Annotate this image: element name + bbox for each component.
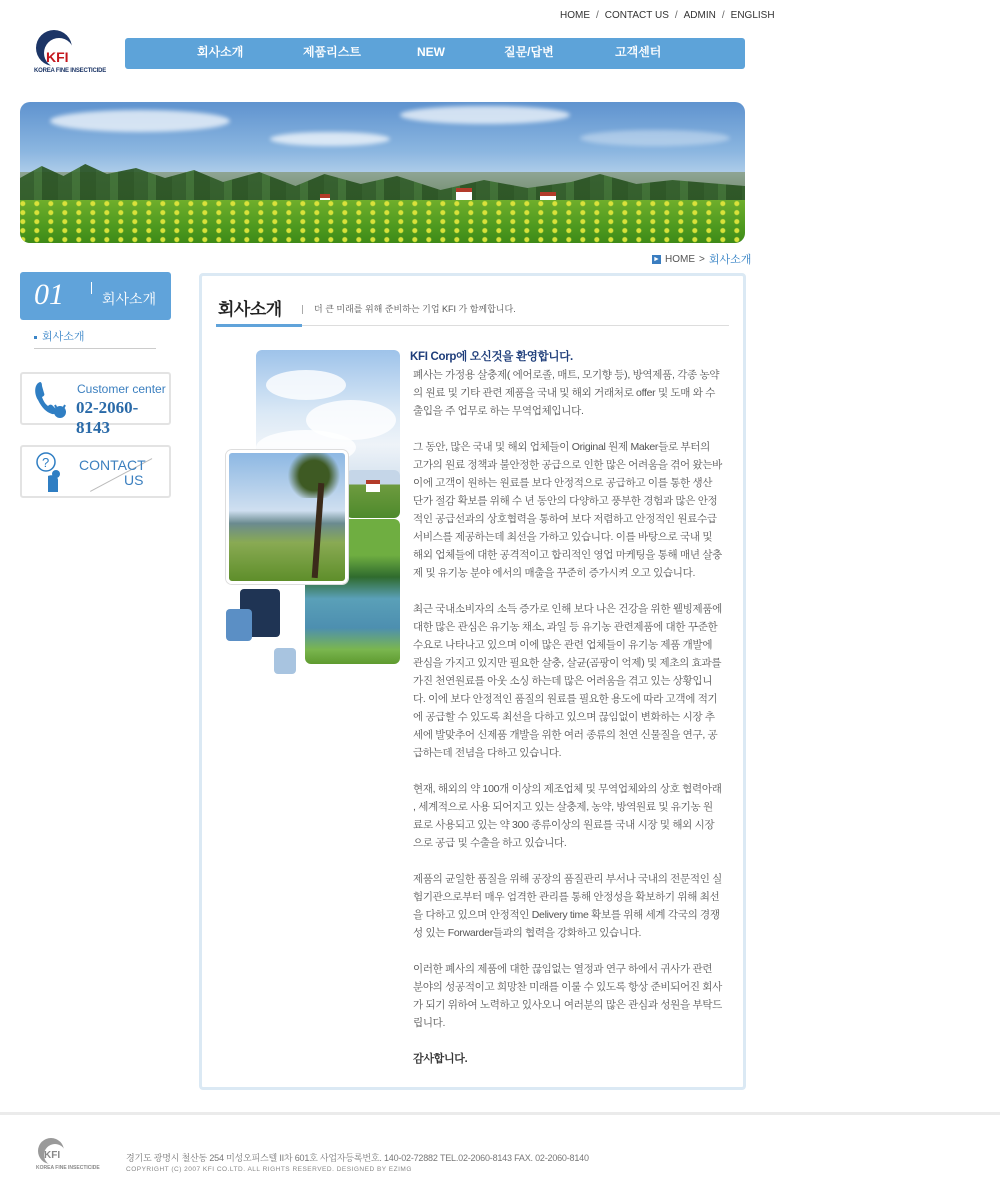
contact-line1: CONTACT bbox=[79, 457, 146, 473]
intro-paragraph: 제품의 균일한 품질을 위해 공장의 품질관리 부서나 국내의 전문적인 실험기관으로부터 매우 엄격한 관리를 통해 안정성을 확보하기 위해 최선을 다하고 있으며 안정적인 Delivery time 확보를 위해 세계 각국의 경쟁성 있는 Forwarder들과의 협력을 강화하고 있습니다. bbox=[413, 873, 723, 939]
site-logo[interactable] bbox=[34, 30, 114, 78]
separator: / bbox=[596, 10, 599, 21]
bullet-icon bbox=[34, 336, 37, 339]
nav-item-qna[interactable]: 질문/답변 bbox=[504, 45, 554, 59]
footer-address: 경기도 광명시 철산동 254 미성오피스텔 II차 601호 사업자등록번호. 140-02-72882 TEL.02-2060-8143 FAX. 02-2060-8140 bbox=[126, 1153, 589, 1163]
nav-item-new[interactable]: NEW bbox=[417, 45, 445, 59]
nav-item-company[interactable]: 회사소개 bbox=[197, 45, 244, 59]
customer-center-phone: 02-2060-8143 bbox=[76, 398, 139, 437]
intro-paragraph: 최근 국내소비자의 소득 증가로 인해 보다 나은 건강을 위한 웰빙제품에 대한 많은 관심은 유기농 채소, 과일 등 유기농 관련제품에 대한 꾸준한 수요로 나타나고 있으며 이에 많은 관련 업체들이 유기농 제품 개발에 관심을 가지고 있지만 필요한 살충, 살균(곰팡이 억제) 및 제초의 효과를 가진 천연원료를 아웃 소싱 하는데 많은 어려움을 겪고 있는 상황입니다. 이에 보다 안정적인 품질의 원료를 필요한 용도에 따라 고객에 적기에 공급할 수 있도록 최선을 다하고 있으며 끊임없이 변화하는 시장 추세에 발맞추어 신제품 개발을 위한 여러 종류의 천연 신물질을 연구, 공급하는데 전념을 다하고 있습니다. bbox=[413, 603, 723, 759]
footer-logo-mark: KFI bbox=[44, 1150, 61, 1161]
tree-photo bbox=[226, 450, 348, 584]
closing-text: 감사합니다. bbox=[413, 1053, 468, 1065]
top-links bbox=[560, 10, 775, 26]
contact-line2: US bbox=[124, 472, 144, 488]
main-nav bbox=[125, 38, 745, 69]
breadcrumb-separator: > bbox=[699, 253, 705, 265]
decor-square bbox=[226, 609, 252, 641]
intro-paragraph: 이러한 폐사의 제품에 대한 끊임없는 열정과 연구 하에서 귀사가 관련 분야의 성공적이고 희망찬 미래를 이룰 수 있도록 항상 준비되어진 회사가 되기 위하여 노력하고 있사오니 여러분의 많은 관심과 성원을 부탁드립니다. bbox=[413, 963, 723, 1029]
logo-subtitle: KOREA FINE INSECTICIDE bbox=[34, 68, 107, 74]
intro-paragraph: 현재, 해외의 약 100개 이상의 제조업체 및 무역업체와의 상호 협력아래 , 세계적으로 사용 되어지고 있는 살충제, 농약, 방역원료 및 유기농 원료로 사용되고 있는 약 300 종류이상의 원료를 국내 시장 및 해외 시장으로 공급 및 수출을 하고 있습니다. bbox=[413, 783, 722, 849]
arrow-box-icon: ► bbox=[653, 255, 660, 263]
intro-paragraph: 그 동안, 많은 국내 및 해외 업체들이 Original 원제 Maker들로 부터의 고가의 원료 정책과 불안정한 공급으로 인한 많은 어려움을 겪어 왔는바 이에 고객이 원하는 원료를 보다 안정적으로 공급하고 이를 통한 생산 단가 절감 확보를 위해 수 년 동안의 다양하고 풍부한 경험과 많은 안정적인 공급선과의 상호협력을 통하여 보다 저렴하고 안정적인 원료수급 서비스를 제공하는데 최선을 가하고 있습니다. 이를 바탕으로 국내 및 해외 업체들에 대한 공격적이고 합리적인 영업 마케팅을 통해 매년 살충제 및 유기농 분야 에서의 매출을 꾸준히 증가시켜 오고 있습니다. bbox=[413, 441, 723, 579]
nav-item-customer-center[interactable]: 고객센터 bbox=[615, 45, 662, 59]
footer-logo bbox=[36, 1138, 100, 1178]
farm-photo bbox=[346, 470, 400, 518]
sidebar-item-company[interactable] bbox=[34, 328, 156, 349]
contact-us-link[interactable]: CONTACT US bbox=[604, 10, 669, 21]
customer-center-box[interactable] bbox=[20, 372, 171, 437]
footer-divider bbox=[0, 1112, 1000, 1115]
breadcrumb bbox=[652, 252, 751, 266]
english-link[interactable]: ENGLISH bbox=[730, 10, 775, 21]
section-title: 회사소개 bbox=[102, 291, 157, 307]
decor-square bbox=[274, 648, 296, 674]
contact-us-box[interactable] bbox=[20, 445, 171, 498]
breadcrumb-home[interactable]: HOME bbox=[665, 253, 695, 265]
logo-mark: KFI bbox=[46, 49, 69, 65]
customer-center-label: Customer center bbox=[77, 382, 166, 396]
nav-item-products[interactable]: 제품리스트 bbox=[303, 45, 361, 59]
breadcrumb-current: 회사소개 bbox=[708, 254, 752, 266]
section-header bbox=[20, 272, 171, 320]
footer-copyright: COPYRIGHT (C) 2007 KFI CO.LTD. ALL RIGHTS RESERVED. DESIGNED BY EZIMG bbox=[126, 1166, 412, 1173]
company-intro-text bbox=[410, 348, 722, 1068]
footer-logo-subtitle: KOREA FINE INSECTICIDE bbox=[36, 1165, 100, 1171]
sidebar-item-label: 회사소개 bbox=[42, 331, 85, 343]
separator: / bbox=[721, 10, 725, 21]
home-link[interactable]: HOME bbox=[560, 10, 590, 21]
content-panel bbox=[199, 273, 746, 1090]
separator: / bbox=[674, 10, 678, 21]
phone-cat-icon bbox=[30, 378, 70, 420]
page-title: 회사소개 bbox=[218, 300, 282, 319]
question-person-icon bbox=[34, 450, 68, 494]
welcome-heading: KFI Corp에 오신것을 환영합니다. bbox=[410, 351, 573, 363]
hero-banner-image bbox=[20, 102, 745, 243]
svg-text:?: ? bbox=[42, 455, 50, 470]
page-subtitle: 더 큰 미래를 위해 준비하는 기업 KFI 가 함께합니다. bbox=[314, 304, 516, 314]
intro-paragraph: 폐사는 가정용 살충제( 에어로졸, 매트, 모기향 등), 방역제품, 각종 농약의 원료 및 기타 관련 제품을 국내 및 해외 거래처로 offer 및 도매 와 수출입을 주 업무로 하는 무역업체입니다. bbox=[413, 369, 720, 417]
admin-link[interactable]: ADMIN bbox=[683, 10, 716, 21]
section-number: 01 bbox=[34, 278, 64, 311]
